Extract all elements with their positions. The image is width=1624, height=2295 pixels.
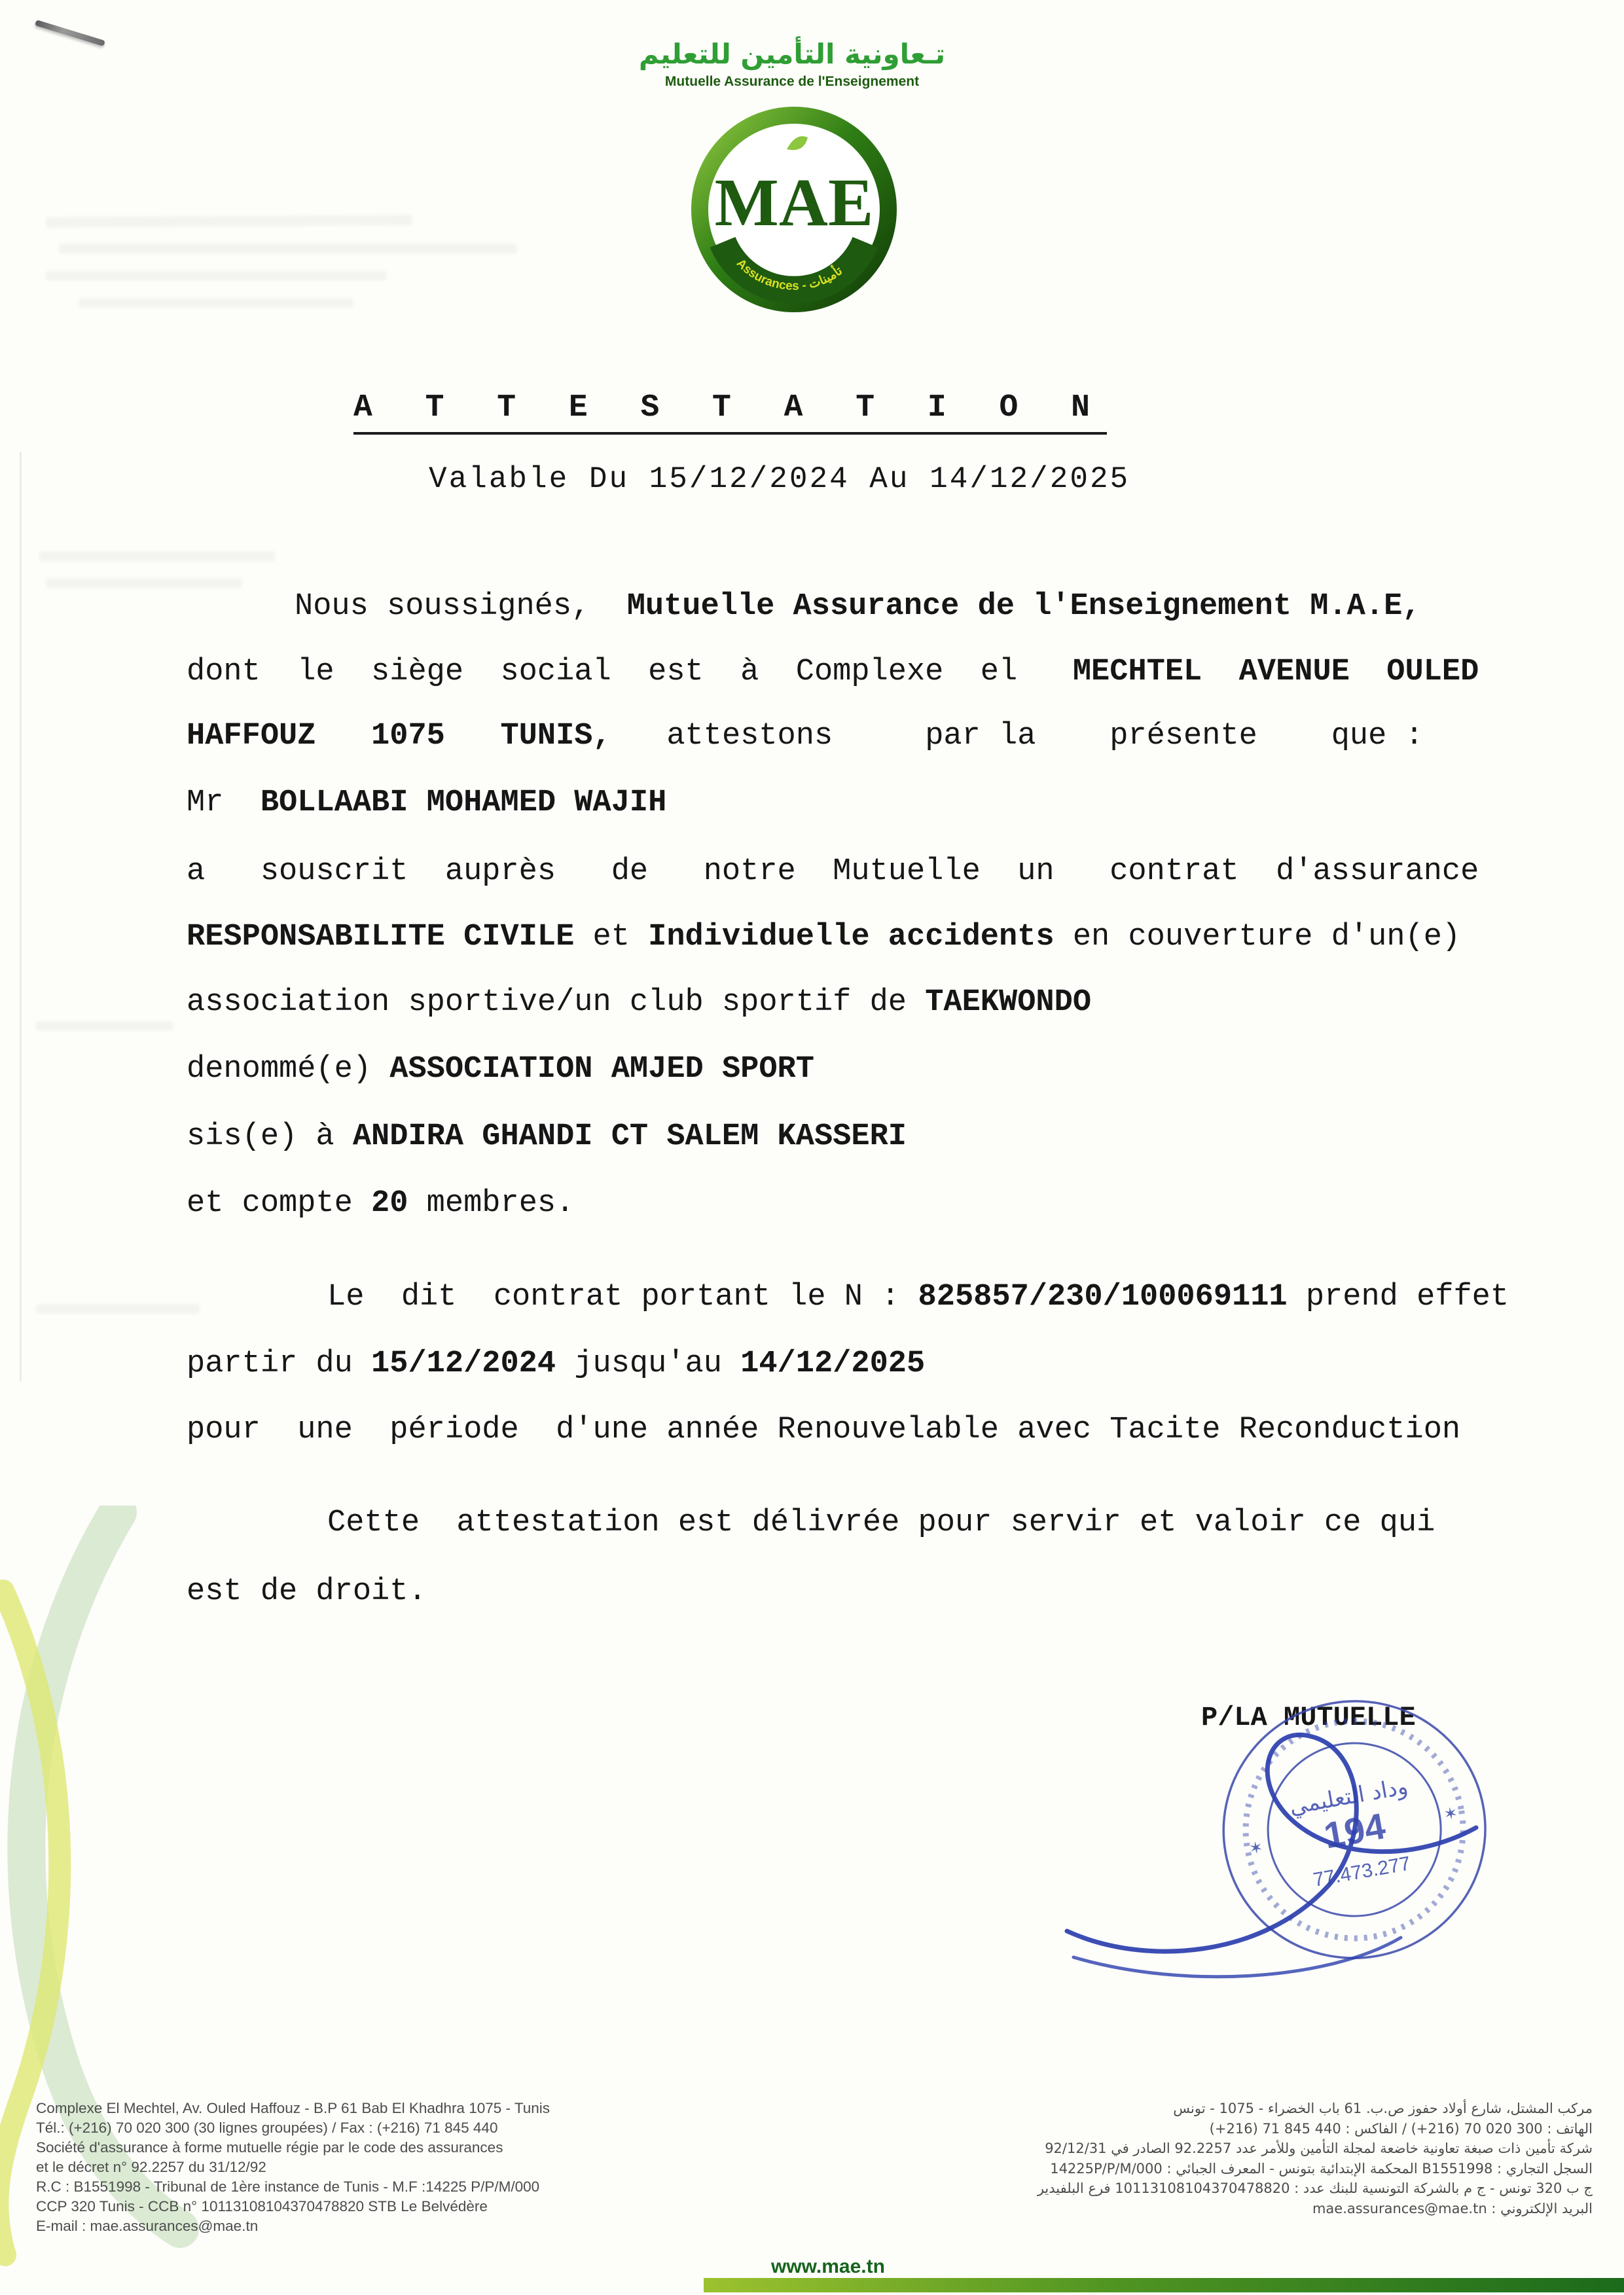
body-text: dont le siège social est à Complexe el [187,655,1073,689]
footer-line-ar: الهاتف : 300 020 70 (216+) / الفاكس : 440 845 71 (216+) [1209,2120,1593,2137]
body-text: Nous soussignés, [295,589,627,624]
logo-text: MAE [714,165,874,240]
body-text-bold: Individuelle accidents [648,920,1055,954]
body-text: Cette attestation est délivrée pour servir et valoir ce qui [327,1506,1435,1540]
scan-bleed-artifact [46,215,412,228]
scan-bleed-artifact [39,551,275,562]
brand-subtitle: Mutuelle Assurance de l'Enseignement [664,74,920,89]
stamp-star-icon: ✶ [1443,1802,1459,1827]
body-text: partir du [187,1346,372,1381]
body-line [187,1574,427,1609]
body-text-bold: MECHTEL AVENUE OULED [1072,655,1479,689]
body-line [295,589,1421,624]
body-line [327,1506,1435,1540]
footer-line: Société d'assurance à forme mutuelle régie par le code des assurances [36,2139,503,2156]
body-line [187,854,1479,889]
attestation-title: A T T E S T A T I O N [353,390,1107,435]
scan-bleed-artifact [46,271,386,281]
footer-green-bar [704,2278,1624,2292]
body-text: est de droit. [187,1574,427,1609]
stamp-center-number: 194 [1320,1805,1388,1856]
body-line [187,1346,925,1381]
scan-bleed-artifact [79,298,353,308]
footer-left-block [36,2099,550,2236]
scan-bleed-artifact [46,579,242,588]
body-text: membres. [408,1186,575,1221]
footer-line: Complexe El Mechtel, Av. Ouled Haffouz - B.P 61 Bab El Khadhra 1075 - Tunis [36,2100,550,2116]
footer-line-ar: مركب المشتل، شارع أولاد حفوز ص.ب. 61 باب الخضراء - 1075 - تونس [1173,2101,1593,2116]
body-text: prend effet [1287,1280,1509,1314]
website-url: www.mae.tn [771,2256,885,2277]
footer-line-ar: ج ب 320 تونس - ج م بالشركة التونسية للبنك عدد : 10113108104370478820 فرع البلفيدير [1037,2180,1593,2196]
logo-band-label: Assurances - تأمينات [733,256,846,293]
footer-right-block [774,2099,1593,2218]
scan-bleed-artifact [36,1021,173,1030]
body-text: sis(e) à [187,1119,353,1154]
association-name: ASSOCIATION AMJED SPORT [389,1052,814,1087]
stamp-star-icon: ✶ [1248,1837,1264,1861]
body-line [187,1186,574,1221]
member-count: 20 [371,1186,408,1221]
body-text: Le dit contrat portant le N : [327,1280,918,1314]
contract-number: 825857/230/100069111 [918,1280,1288,1314]
body-line [327,1280,1509,1314]
validity-line: Valable Du 15/12/2024 Au 14/12/2025 [429,462,1130,496]
body-text: Mr [187,786,261,820]
body-line [187,920,1460,954]
scan-edge-artifact [20,452,22,1381]
end-date: 14/12/2025 [740,1346,926,1381]
brand-header [563,38,1021,90]
stamp-phone: 77.473.277 [1311,1852,1413,1891]
body-text-bold: RESPONSABILITE CIVILE [187,920,575,954]
body-text: attestons par la présente que : [611,719,1424,753]
mae-logo [689,103,899,323]
body-line [187,1052,814,1087]
staple-mark [35,20,105,46]
footer-line: Tél.: (+216) 70 020 300 (30 lignes groupées) / Fax : (+216) 71 845 440 [36,2120,498,2136]
body-line [187,786,666,820]
insured-name: BOLLAABI MOHAMED WAJIH [260,786,667,820]
scan-bleed-artifact [59,244,517,253]
footer-email: E-mail : mae.assurances@mae.tn [36,2218,259,2234]
footer-line-ar: السجل التجاري : B1551998 المحكمة الإبتدائية بتونس - المعرف الجبائي : 14225P/P/M/000 [1050,2160,1593,2177]
brand-arabic-title: تـعاونية التأمين للتعليم [638,38,946,70]
footer-line: CCP 320 Tunis - CCB n° 10113108104370478820 STB Le Belvédère [36,2198,488,2214]
body-text: a souscrit auprès de notre Mutuelle un contrat d'assurance [187,854,1479,889]
body-text-bold: Mutuelle Assurance de l'Enseignement M.A.E, [626,589,1421,624]
body-text: en couverture d'un(e) [1054,920,1461,954]
start-date: 15/12/2024 [371,1346,556,1381]
handwritten-signature-icon [1047,1650,1545,2019]
body-line [187,1413,1460,1447]
footer-line-ar: شركة تأمين ذات صبغة تعاونية خاضعة لمجلة التأمين وللأمر عدد 92.2257 الصادر في 92/12/31 [1045,2141,1593,2156]
sport-type: TAEKWONDO [925,985,1092,1020]
body-line [187,655,1479,689]
association-address: ANDIRA GHANDI CT SALEM KASSERI [352,1119,907,1154]
body-text-bold: HAFFOUZ 1075 TUNIS, [187,719,611,753]
footer-email-ar: البريد الإلكتروني : mae.assurances@mae.tn [1312,2200,1593,2216]
stamp-label: وداد التعليمي [1287,1773,1410,1820]
footer-line: R.C : B1551998 - Tribunal de 1ère instance de Tunis - M.F :14225 P/P/M/000 [36,2178,540,2195]
body-text: et [574,920,649,954]
footer-line: et le décret n° 92.2257 du 31/12/92 [36,2159,266,2175]
signature-label: P/LA MUTUELLE [1201,1702,1416,1733]
body-line [187,719,1424,753]
body-text: pour une période d'une année Renouvelable avec Tacite Reconduction [187,1413,1461,1447]
body-line [187,985,1091,1020]
body-text: association sportive/un club sportif de [187,985,926,1020]
body-text: jusqu'au [556,1346,741,1381]
body-text: et compte [187,1186,372,1221]
body-line [187,1119,907,1154]
scan-bleed-artifact [36,1304,200,1314]
body-text: denommé(e) [187,1052,390,1087]
